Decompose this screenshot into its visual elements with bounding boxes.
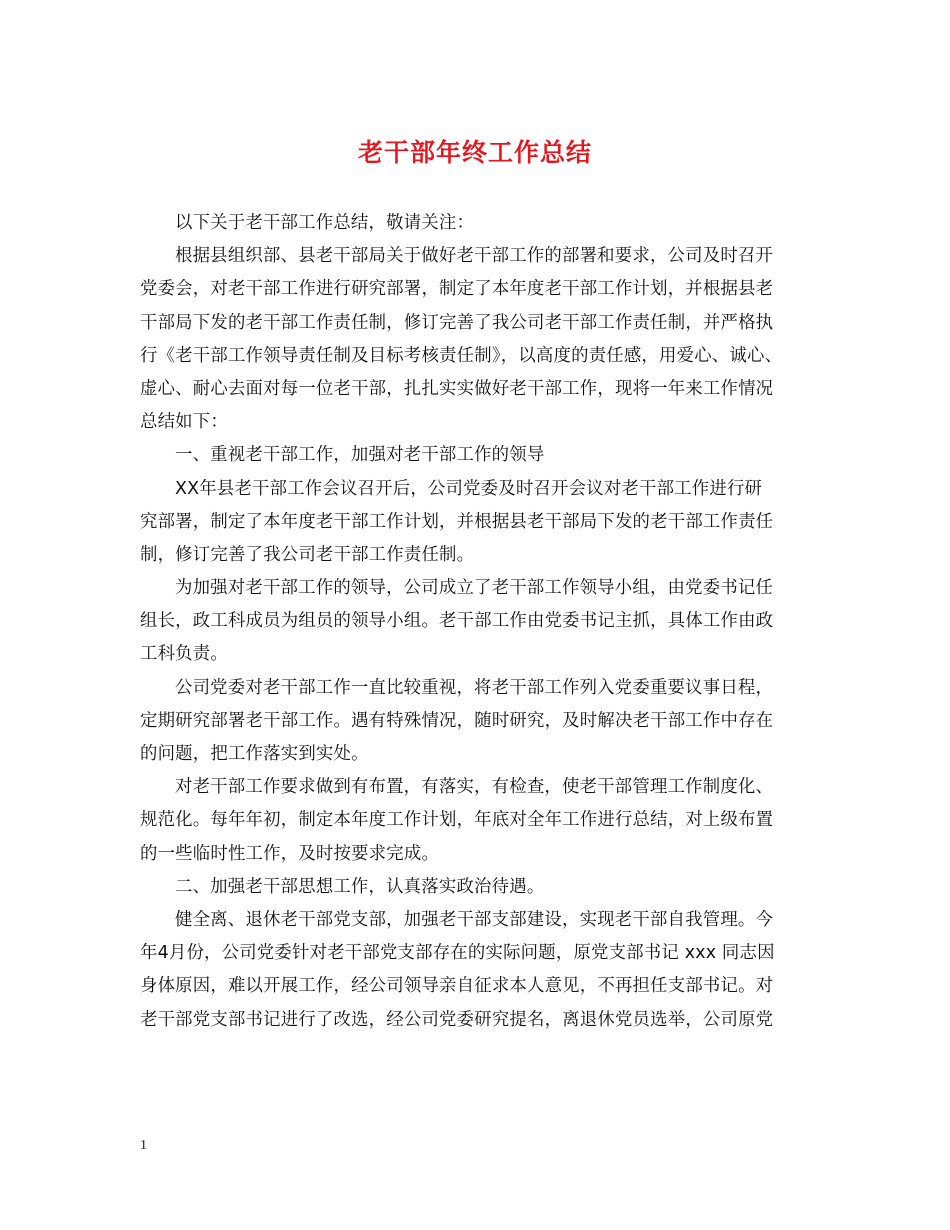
text-line: 为加强对老干部工作的领导，公司成立了老干部工作领导小组，由党委书记任 — [175, 578, 774, 599]
text-line: 的问题，把工作落实到实处。 — [140, 744, 369, 764]
text-line: 虚心、耐心去面对每一位老干部，扎扎实实做好老干部工作，现将一年来工作情况 — [140, 378, 774, 399]
text-line: 规范化。每年年初，制定本年度工作计划，年底对全年工作进行总结，对上级布置 — [140, 810, 774, 831]
text-line: 组长，政工科成员为组员的领导小组。老干部工作由党委书记主抓，具体工作由政 — [140, 611, 774, 632]
text-line: XX年县老干部工作会议召开后，公司党委及时召开会议对老干部工作进行研 — [175, 478, 763, 499]
text-line: 老干部党支部书记进行了改选，经公司党委研究提名，离退休党员选举，公司原党 — [140, 1009, 774, 1030]
text-line: 干部局下发的老干部工作责任制，修订完善了我公司老干部工作责任制，并严格执 — [140, 312, 774, 333]
text-line: 一、重视老干部工作，加强对老干部工作的领导 — [175, 445, 545, 466]
page-number: 1 — [140, 1138, 147, 1153]
text-line: 总结如下： — [140, 412, 228, 433]
text-line: 健全离、退休老干部党支部，加强老干部支部建设，实现老干部自我管理。今 — [175, 909, 774, 930]
text-line: 年4月份，公司党委针对老干部党支部存在的实际问题，原党支部书记 xxx 同志因 — [140, 943, 775, 964]
text-line: 究部署，制定了本年度老干部工作计划，并根据县老干部局下发的老干部工作责任 — [140, 511, 774, 532]
text-line: 行《老干部工作领导责任制及目标考核责任制》，以高度的责任感，用爱心、诚心、 — [140, 345, 783, 366]
text-line: 根据县组织部、县老干部局关于做好老干部工作的部署和要求，公司及时召开 — [175, 246, 774, 267]
text-line: 制，修订完善了我公司老干部工作责任制。 — [140, 544, 475, 565]
text-line: 党委会，对老干部工作进行研究部署，制定了本年度老干部工作计划，并根据县老 — [140, 279, 774, 300]
text-line: 工科负责。 — [140, 644, 228, 665]
text-line: 二、加强老干部思想工作，认真落实政治待遇。 — [175, 876, 545, 897]
text-line: 身体原因，难以开展工作，经公司领导亲自征求本人意见，不再担任支部书记。对 — [140, 976, 774, 997]
text-line: 的一些临时性工作，及时按要求完成。 — [140, 843, 440, 864]
text-line: 以下关于老干部工作总结，敬请关注： — [175, 213, 475, 233]
document-title: 老干部年终工作总结 — [357, 138, 592, 167]
text-line: 定期研究部署老干部工作。遇有特殊情况，随时研究，及时解决老干部工作中存在 — [140, 710, 774, 731]
text-line: 公司党委对老干部工作一直比较重视，将老干部工作列入党委重要议事日程， — [175, 677, 774, 698]
text-line: 对老干部工作要求做到有布置，有落实，有检查，使老干部管理工作制度化、 — [175, 777, 774, 798]
document-body — [140, 207, 820, 1037]
